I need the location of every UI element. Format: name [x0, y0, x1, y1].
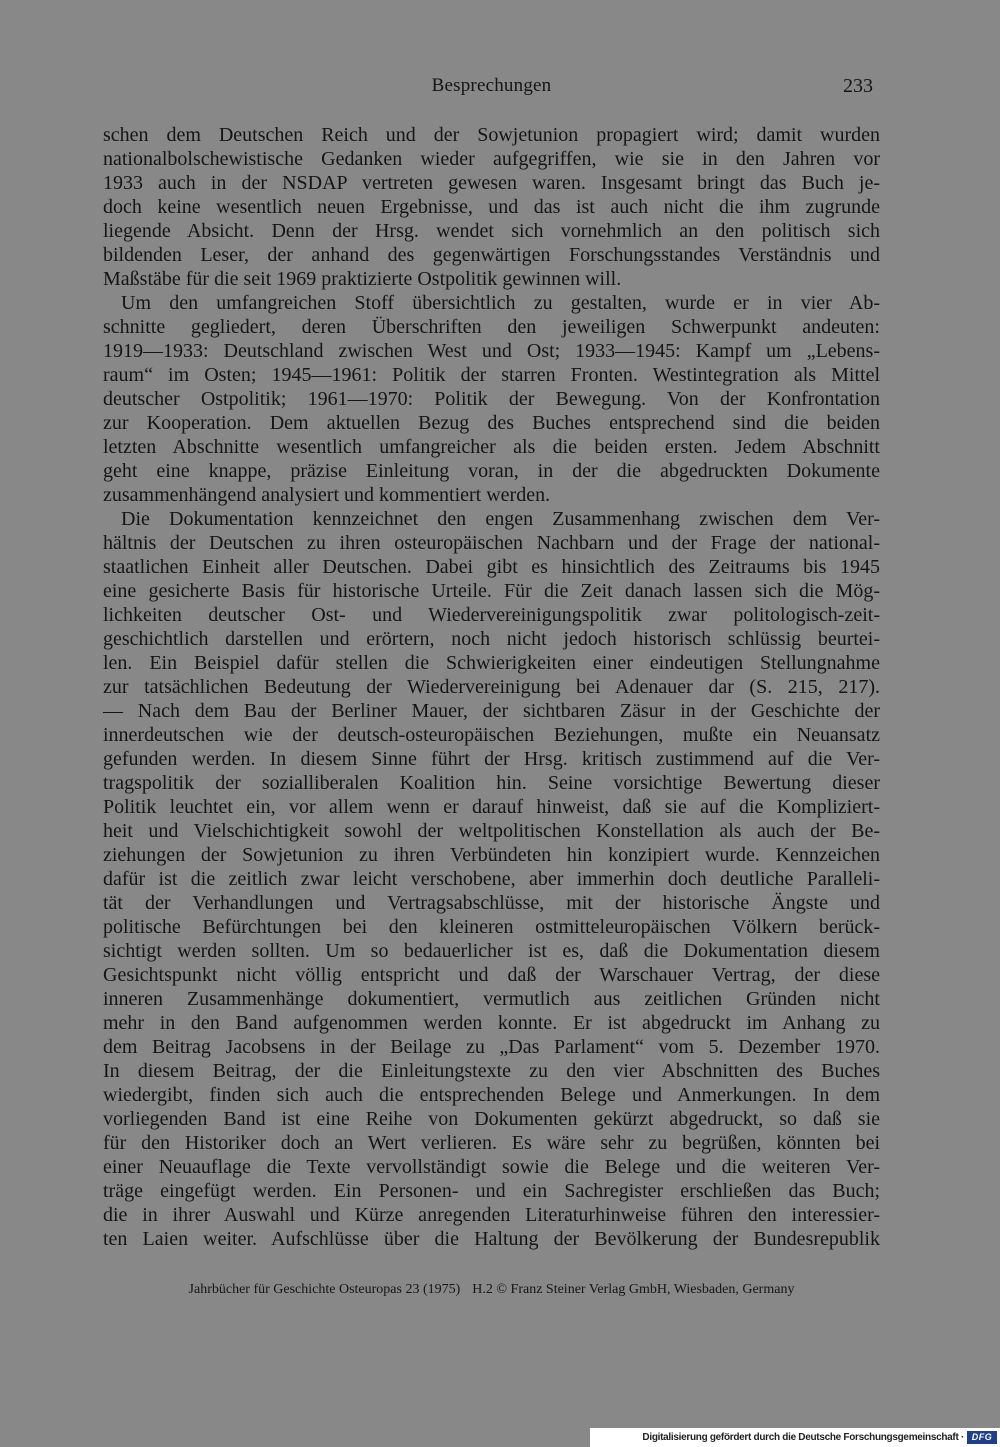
- text-line: staatlichen Einheit aller Deutschen. Dabei gibt es hinsichtlich des Zeitraums bis 1945: [103, 556, 880, 578]
- body-text: [103, 123, 880, 1251]
- text-line: für den Historiker doch an Wert verlieren. Es wäre sehr zu begrüßen, könnten bei: [103, 1132, 880, 1154]
- journal-citation: Jahrbücher für Geschichte Osteuropas 23 (1975): [188, 1282, 461, 1297]
- text-line: lichkeiten deutscher Ost- und Wiedervereinigungspolitik zwar politologisch-zeit-: [103, 604, 880, 626]
- text-line: liegende Absicht. Denn der Hrsg. wendet sich vornehmlich an den politisch sich: [103, 220, 880, 242]
- text-line: nationalbolschewistische Gedanken wieder aufgegriffen, wie sie in den Jahren vor: [103, 148, 880, 170]
- section-title: Besprechungen: [431, 75, 552, 96]
- text-line: Gesichtspunkt nicht völlig entspricht und daß der Warschauer Vertrag, der diese: [103, 964, 880, 986]
- page-number: 233: [843, 75, 873, 97]
- text-line: heit und Vielschichtigkeit sowohl der weltpolitischen Konstellation als auch der Be-: [103, 820, 880, 842]
- text-line: zusammenhängend analysiert und kommentiert werden.: [103, 484, 551, 506]
- text-line: eine gesicherte Basis für historische Urteile. Für die Zeit danach lassen sich die Mög-: [103, 580, 880, 602]
- text-line: die in ihrer Auswahl und Kürze anregenden Literaturhinweise führen den interessier-: [103, 1204, 880, 1226]
- text-line: In diesem Beitrag, der die Einleitungstexte zu den vier Abschnitten des Buches: [103, 1060, 880, 1082]
- text-line: wiedergibt, finden sich auch die entsprechenden Belege und Anmerkungen. In dem: [103, 1084, 880, 1106]
- text-line: bildenden Leser, der anhand des gegenwärtigen Forschungsstandes Verständnis und: [103, 244, 880, 266]
- text-line: zur tatsächlichen Bedeutung der Wiedervereinigung bei Adenauer dar (S. 215, 217).: [103, 676, 880, 698]
- text-line: gefunden werden. In diesem Sinne führt der Hrsg. kritisch zustimmend auf die Ver-: [103, 748, 880, 770]
- digitization-text: Digitalisierung gefördert durch die Deutsche Forschungsgemeinschaft ·: [642, 1432, 964, 1443]
- text-line: tragspolitik der sozialliberalen Koalition hin. Seine vorsichtige Bewertung dieser: [103, 772, 880, 794]
- text-line: hältnis der Deutschen zu ihren osteuropäischen Nachbarn und der Frage der national-: [103, 532, 880, 554]
- text-line: sichtigt werden sollten. Um so bedauerlicher ist es, daß die Dokumentation diesem: [103, 940, 880, 962]
- text-line: raum“ im Osten; 1945—1961: Politik der starren Fronten. Westintegration als Mittel: [103, 364, 880, 386]
- text-line: geschichtlich darstellen und erörtern, noch nicht jedoch historisch schlüssig beurtei-: [103, 628, 880, 650]
- digitization-notice: [590, 1428, 1000, 1447]
- text-line: Maßstäbe für die seit 1969 praktizierte Ostpolitik gewinnen will.: [103, 268, 622, 290]
- text-line: Um den umfangreichen Stoff übersichtlich zu gestalten, wurde er in vier Ab-: [121, 292, 880, 314]
- text-line: einer Neuauflage die Texte vervollständigt sowie die Belege und die weiteren Ver-: [103, 1156, 880, 1178]
- text-line: 1933 auch in der NSDAP vertreten gewesen waren. Insgesamt bringt das Buch je-: [103, 172, 880, 194]
- text-line: letzten Abschnitte wesentlich umfangreicher als die beiden ersten. Jedem Abschnitt: [103, 436, 880, 458]
- text-line: doch keine wesentlich neuen Ergebnisse, und das ist auch nicht die ihm zugrunde: [103, 196, 880, 218]
- text-line: len. Ein Beispiel dafür stellen die Schwierigkeiten einer eindeutigen Stellungnahme: [103, 652, 880, 674]
- text-line: geht eine knappe, präzise Einleitung voran, in der die abgedruckten Dokumente: [103, 460, 880, 482]
- text-line: ten Laien weiter. Aufschlüsse über die Haltung der Bevölkerung der Bundesrepublik: [103, 1228, 880, 1250]
- text-line: tät der Verhandlungen und Vertragsabschlüsse, mit der historische Ängste und: [103, 892, 880, 914]
- text-line: dem Beitrag Jacobsens in der Beilage zu „Das Parlament“ vom 5. Dezember 1970.: [103, 1036, 880, 1058]
- text-line: — Nach dem Bau der Berliner Mauer, der sichtbaren Zäsur in der Geschichte der: [103, 700, 880, 722]
- text-line: politische Befürchtungen bei den kleineren ostmitteleuropäischen Völkern berück-: [103, 916, 880, 938]
- text-line: zur Kooperation. Dem aktuellen Bezug des Buches entsprechend sind die beiden: [103, 412, 880, 434]
- text-line: 1919—1933: Deutschland zwischen West und Ost; 1933—1945: Kampf um „Lebens-: [103, 340, 880, 362]
- text-line: ziehungen der Sowjetunion zu ihren Verbündeten hin konzipiert wurde. Kennzeichen: [103, 844, 880, 866]
- dfg-logo-icon[interactable]: DFG: [967, 1431, 997, 1444]
- page-footer: [103, 1279, 880, 1301]
- text-line: vorliegenden Band ist eine Reihe von Dokumenten gekürzt abgedruckt, so daß sie: [103, 1108, 880, 1130]
- text-line: dafür ist die zeitlich zwar leicht verschobene, aber immerhin doch deutliche Paralleli-: [103, 868, 880, 890]
- text-line: innerdeutschen wie der deutsch-osteuropäischen Beziehungen, mußte ein Neuansatz: [103, 724, 880, 746]
- text-line: deutscher Ostpolitik; 1961—1970: Politik der Bewegung. Von der Konfrontation: [103, 388, 880, 410]
- text-line: schnitte gegliedert, deren Überschriften den jeweiligen Schwerpunkt andeuten:: [103, 316, 880, 338]
- running-header: [103, 74, 880, 98]
- text-line: mehr in den Band aufgenommen werden konnte. Er ist abgedruckt im Anhang zu: [103, 1012, 880, 1034]
- text-line: Die Dokumentation kennzeichnet den engen Zusammenhang zwischen dem Ver-: [121, 508, 880, 530]
- text-line: schen dem Deutschen Reich und der Sowjetunion propagiert wird; damit wurden: [103, 124, 880, 146]
- text-line: träge eingefügt werden. Ein Personen- und ein Sachregister erschließen das Buch;: [103, 1180, 880, 1202]
- publisher-notice: H.2 © Franz Steiner Verlag GmbH, Wiesbaden, Germany: [472, 1282, 795, 1297]
- text-line: inneren Zusammenhänge dokumentiert, vermutlich aus zeitlichen Gründen nicht: [103, 988, 880, 1010]
- text-line: Politik leuchtet ein, vor allem wenn er darauf hinweist, daß sie auf die Kompliziert-: [103, 796, 880, 818]
